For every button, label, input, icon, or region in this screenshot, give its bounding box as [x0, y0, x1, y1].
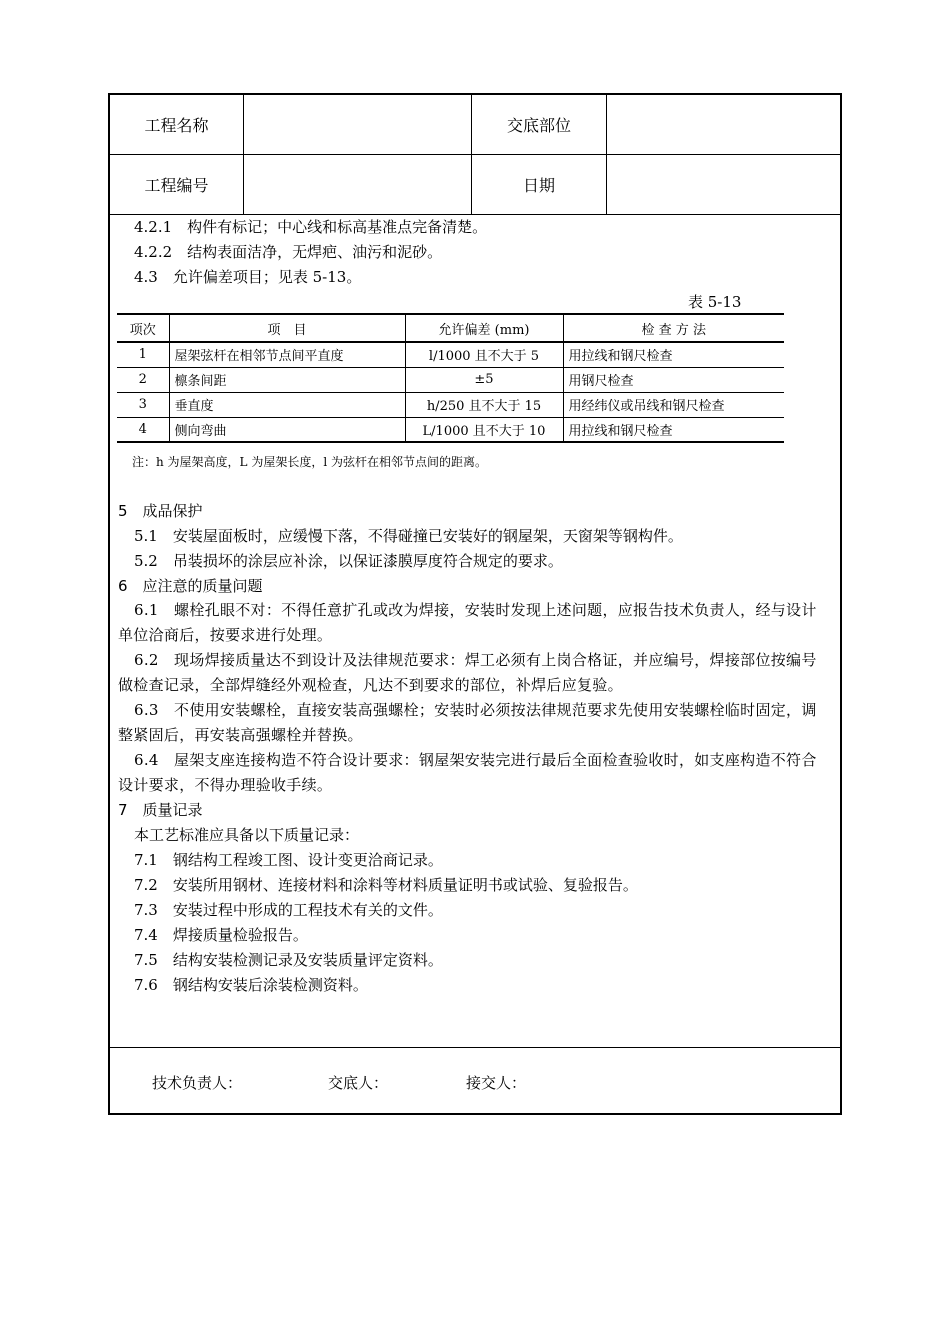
item-4-2-1: 4.2.1 构件有标记；中心线和标高基准点完备清楚。	[134, 218, 488, 236]
row-item: 檩条间距	[169, 367, 405, 392]
row-item: 垂直度	[169, 392, 405, 417]
item-7-3: 7.3 安装过程中形成的工程技术有关的文件。	[134, 901, 443, 919]
handover-part-label: 交底部位	[472, 95, 607, 154]
header-row-2	[110, 155, 840, 215]
tech-lead-signature-label: 技术负责人：	[152, 1074, 243, 1092]
item-6-1: 6.1 螺栓孔眼不对：不得任意扩孔或改为焊接，安装时发现上述问题，应报告技术负责人，经与设计单位洽商后，按要求进行处理。	[118, 601, 817, 644]
header-row-1	[110, 95, 840, 155]
table-caption: 表 5-13	[688, 293, 742, 311]
date-value	[607, 155, 840, 214]
project-no-value	[244, 155, 472, 214]
row-method: 用拉线和钢尺检查	[563, 417, 784, 442]
date-label: 日期	[472, 155, 607, 214]
table-row	[117, 392, 784, 417]
table-row	[117, 417, 784, 442]
project-name-label: 工程名称	[110, 95, 244, 154]
row-method: 用经纬仪或吊线和钢尺检查	[563, 392, 784, 417]
row-item: 屋架弦杆在相邻节点间平直度	[169, 342, 405, 367]
item-4-3: 4.3 允许偏差项目；见表 5-13。	[134, 268, 362, 286]
table-row	[117, 342, 784, 367]
item-7-6: 7.6 钢结构安装后涂装检测资料。	[134, 976, 368, 994]
row-item: 侧向弯曲	[169, 417, 405, 442]
item-5-1: 5.1 安装屋面板时，应缓慢下落，不得碰撞已安装好的钢屋架，天窗架等钢构件。	[134, 527, 683, 545]
footer-divider	[110, 1047, 840, 1048]
row-tolerance: l/1000 且不大于 5	[405, 342, 563, 367]
item-7-4: 7.4 焊接质量检验报告。	[134, 926, 308, 944]
table-row	[117, 367, 784, 392]
receiver-signature-label: 接交人：	[466, 1074, 527, 1092]
table-header-cell: 项次	[117, 314, 169, 342]
section-6-title: 6 应注意的质量问题	[118, 577, 263, 595]
row-index: 4	[117, 417, 169, 442]
project-no-label: 工程编号	[110, 155, 244, 214]
table-note: 注：h 为屋架高度，L 为屋架长度，l 为弦杆在相邻节点间的距离。	[132, 455, 487, 469]
table-header-cell: 检 查 方 法	[563, 314, 784, 342]
item-6-2: 6.2 现场焊接质量达不到设计及法律规范要求：焊工必须有上岗合格证，并应编号，焊接部位按编号做检查记录，全部焊缝经外观检查，凡达不到要求的部位，补焊后应复验。	[118, 651, 817, 694]
section-7-title: 7 质量记录	[118, 801, 203, 819]
row-index: 1	[117, 342, 169, 367]
section-5-title: 5 成品保护	[118, 502, 203, 520]
table-header-row	[117, 314, 784, 342]
tolerance-table	[117, 313, 784, 443]
row-tolerance: ±5	[405, 367, 563, 392]
item-6-4: 6.4 屋架支座连接构造不符合设计要求：钢屋架安装完进行最后全面检查验收时，如支座构造不符合设计要求，不得办理验收手续。	[118, 751, 817, 794]
item-5-2: 5.2 吊装损坏的涂层应补涂，以保证漆膜厚度符合规定的要求。	[134, 552, 563, 570]
discloser-signature-label: 交底人：	[328, 1074, 389, 1092]
row-tolerance: h/250 且不大于 15	[405, 392, 563, 417]
item-7-5: 7.5 结构安装检测记录及安装质量评定资料。	[134, 951, 443, 969]
item-6-3: 6.3 不使用安装螺栓，直接安装高强螺栓；安装时必须按法律规范要求先使用安装螺栓临时固定，调整紧固后，再安装高强螺栓并替换。	[118, 701, 817, 744]
row-index: 2	[117, 367, 169, 392]
handover-part-value	[607, 95, 840, 154]
table-header-cell: 允许偏差 (mm)	[405, 314, 563, 342]
row-index: 3	[117, 392, 169, 417]
row-method: 用拉线和钢尺检查	[563, 342, 784, 367]
item-7-2: 7.2 安装所用钢材、连接材料和涂料等材料质量证明书或试验、复验报告。	[134, 876, 638, 894]
item-4-2-2: 4.2.2 结构表面洁净，无焊疤、油污和泥砂。	[134, 243, 443, 261]
row-tolerance: L/1000 且不大于 10	[405, 417, 563, 442]
section-7-intro: 本工艺标准应具备以下质量记录：	[134, 826, 360, 844]
item-7-1: 7.1 钢结构工程竣工图、设计变更洽商记录。	[134, 851, 443, 869]
row-method: 用钢尺检查	[563, 367, 784, 392]
project-name-value	[244, 95, 472, 154]
table-header-cell: 项 目	[169, 314, 405, 342]
